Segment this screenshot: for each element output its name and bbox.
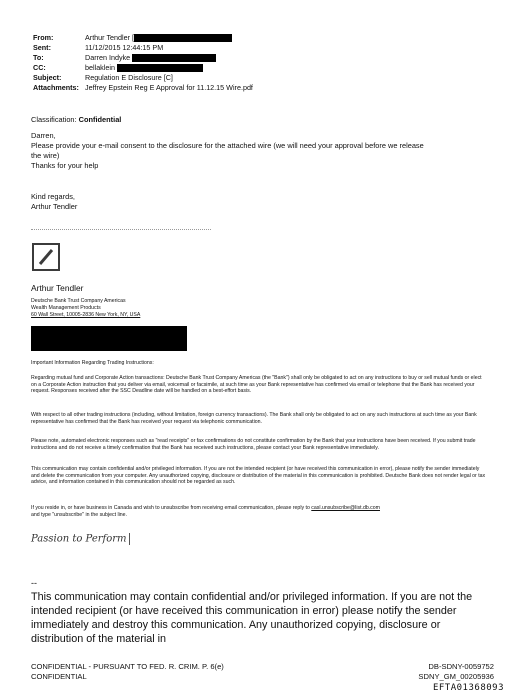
- signature-company: Deutsche Bank Trust Company Americas: [31, 298, 126, 304]
- deutsche-bank-logo: [32, 243, 60, 271]
- attachments-label: Attachments:: [33, 83, 79, 92]
- subject-row: [33, 73, 333, 83]
- classification: [31, 115, 121, 125]
- greeting: Darren,: [31, 131, 56, 140]
- redaction-block: [134, 34, 232, 42]
- unsubscribe-text: If you reside in, or have business in Canada and wish to unsubscribe from receiving email communication, please reply to: [31, 505, 312, 511]
- unsubscribe-instruction: and type "unsubscribe" in the subject line.: [31, 511, 127, 518]
- classification-value: Confidential: [78, 115, 122, 124]
- closing: Kind regards,: [31, 192, 75, 201]
- from-row: [33, 33, 333, 43]
- message-line-2: the wire): [31, 151, 60, 160]
- disclaimer-paragraph-3: Please note, automated electronic responses such as "read receipts" or fax confirmations do not constitute confirmation by the Bank that your instructions have been received. If you submit trade instructions and do not receive a timely confirmation that the Bank has received such instructions, please contact your Bank representative immediately.: [31, 438, 476, 451]
- to-row: [33, 53, 333, 63]
- signature-name: Arthur Tendler: [31, 283, 84, 293]
- to-label: To:: [33, 53, 44, 62]
- cc-row: [33, 63, 333, 73]
- disclaimer-paragraph-1: Regarding mutual fund and Corporate Action transactions: Deutsche Bank Trust Company Americas (the "Bank") shall only be obligated to act on any instructions to buy or sell mutual funds or elect on a Corporate Action instruction that you deliver via email, voicemail or facsimile, at such time as your Bank representative has confirmed via email or telephone that the Bank has received your request. Responses received after the SSC Deadline date will be handled on a best-effort basis.: [31, 375, 482, 395]
- redaction-block: [132, 54, 216, 62]
- cc-label: CC:: [33, 63, 46, 72]
- slogan: [31, 533, 130, 545]
- from-value: Arthur Tendler [: [85, 33, 135, 42]
- classification-label: Classification:: [31, 115, 77, 124]
- footer-confidential-rule: CONFIDENTIAL - PURSUANT TO FED. R. CRIM. P. 6(e): [31, 662, 224, 671]
- signature-division: Wealth Management Products: [31, 305, 101, 311]
- bates-number: EFTA01368093: [432, 683, 504, 693]
- from-label: From:: [33, 33, 54, 42]
- signature-dashes: --: [31, 578, 37, 588]
- unsubscribe-email-link[interactable]: casl.unsubscribe@list.db.com: [311, 505, 380, 511]
- sent-label: Sent:: [33, 43, 51, 52]
- subject-value: Regulation E Disclosure [C]: [85, 73, 173, 82]
- footer-doc-id: DB-SDNY-0059752: [428, 662, 494, 671]
- attachments-row: [33, 83, 333, 93]
- signature-address[interactable]: 60 Wall Street, 10005-2836 New York, NY, USA: [31, 312, 141, 318]
- email-header: [33, 33, 333, 95]
- disclaimer-paragraph-2: With respect to all other trading instructions (including, without limitation, foreign currency transactions). The Bank shall only be obligated to act on any such instructions at such time as your Bank representative has confirmed that the Bank has received your request via telephonic communication.: [31, 412, 477, 425]
- subject-label: Subject:: [33, 73, 62, 82]
- slogan-text: Passion to Perform: [31, 533, 127, 545]
- redaction-block: [31, 326, 187, 351]
- footer-sdny-id: SDNY_GM_00205936: [418, 672, 494, 681]
- cc-value: bellaklein: [85, 63, 115, 72]
- footer-confidential: CONFIDENTIAL: [31, 672, 87, 681]
- redaction-block: [117, 64, 203, 72]
- separator-line: [31, 229, 211, 230]
- disclaimer-paragraph-5: [31, 505, 487, 518]
- slash-icon: [34, 245, 58, 269]
- signoff: Arthur Tendler: [31, 202, 78, 211]
- message-line-1: Please provide your e-mail consent to the disclosure for the attached wire (we will need your approval before we release: [31, 141, 424, 150]
- sent-value: 11/12/2015 12:44:15 PM: [85, 43, 164, 52]
- to-value: Darren Indyke: [85, 53, 131, 62]
- sent-row: [33, 43, 333, 53]
- message-line-3: Thanks for your help: [31, 161, 99, 170]
- attachments-value[interactable]: Jeffrey Epstein Reg E Approval for 11.12.15 Wire.pdf: [85, 83, 253, 92]
- disclaimer-paragraph-4: This communication may contain confidential and/or privileged information. If you are not the intended recipient (or have received this communication in error), please notify the sender immediately and delete the communication from your computer. Any unauthorized copying, disclosure or distribution of the material in this communication is prohibited. Deutsche Bank does not render legal or tax advice, and information contained in this communication should not be regarded as such.: [31, 466, 486, 486]
- bottom-notice: This communication may contain confidential and/or privileged information. If you are not the intended recipient (or have received this communication in error) please notify the sender immediately and destroy this communication. Any unauthorized copying, disclosure or distribution of the material in: [31, 591, 473, 645]
- disclaimer-heading: Important Information Regarding Trading Instructions:: [31, 360, 154, 366]
